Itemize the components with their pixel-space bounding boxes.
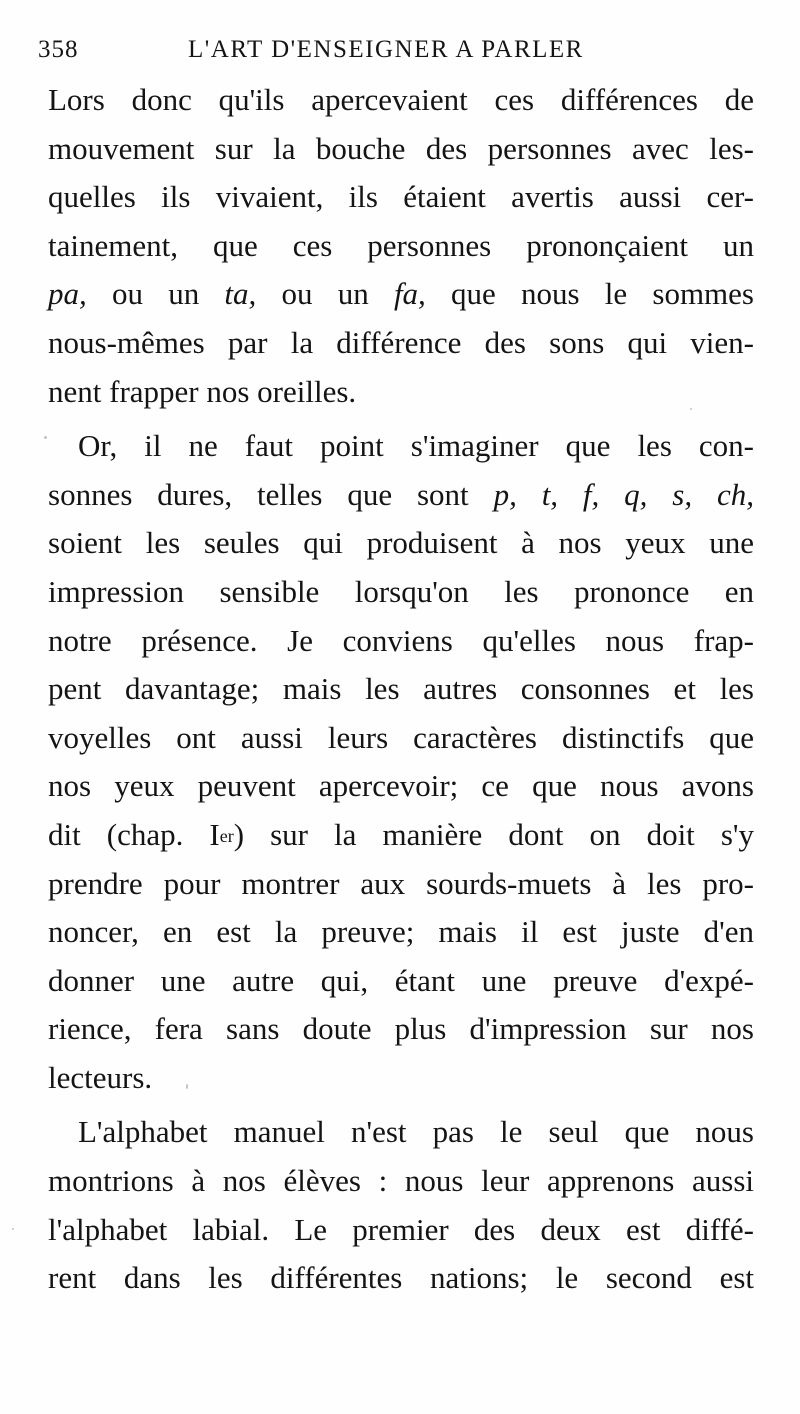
text-line: lecteurs.: [48, 1059, 153, 1095]
text-line: mouvement sur la bouche des personnes avec les-: [48, 130, 754, 166]
text-line: L'alphabet manuel n'est pas le seul que nous: [78, 1114, 754, 1150]
text-line: tainement, que ces personnes prononçaient un: [48, 227, 754, 263]
running-title: L'ART D'ENSEIGNER A PARLER: [188, 36, 584, 63]
italic-syllable: fa,: [393, 276, 426, 312]
text-line: rent dans les différentes nations; le second est: [48, 1260, 754, 1296]
superscript: er: [219, 825, 234, 846]
text-span: sonnes dures, telles que sont: [48, 476, 469, 512]
text-span: dit (chap. I: [48, 816, 220, 852]
text-line: nous-mêmes par la différence des sons qui vien-: [48, 324, 754, 360]
text-line: Lors donc qu'ils apercevaient ces différences de: [48, 82, 754, 117]
italic-letters: p, t, f, q, s, ch,: [493, 476, 755, 512]
paper-speck: [44, 436, 47, 439]
text-span: que nous le sommes: [451, 276, 754, 312]
body-text: [48, 76, 754, 1303]
paper-speck: [690, 408, 692, 410]
text-line: impression sensible lorsqu'on les prononce en: [48, 573, 754, 609]
text-span: ) sur la manière dont on doit s'y: [233, 816, 754, 852]
paragraph-3: [48, 1108, 754, 1302]
text-span: ou un: [281, 276, 369, 312]
page-header: [38, 36, 758, 68]
text-line: Or, il ne faut point s'imaginer que les con-: [78, 428, 754, 464]
text-line: rience, fera sans doute plus d'impression sur nos: [48, 1011, 754, 1047]
text-line: [48, 811, 754, 860]
text-line: nent frapper nos oreilles.: [48, 373, 357, 409]
text-line: noncer, en est la preuve; mais il est juste d'en: [48, 914, 754, 950]
text-line: nos yeux peuvent apercevoir; ce que nous avons: [48, 768, 754, 804]
text-line: notre présence. Je conviens qu'elles nous frap-: [48, 622, 754, 658]
text-line: pent davantage; mais les autres consonnes et les: [48, 671, 754, 707]
text-line: montrions à nos élèves : nous leur apprenons aussi: [48, 1163, 754, 1199]
text-line: [48, 270, 754, 319]
text-line: quelles ils vivaient, ils étaient avertis aussi cer-: [48, 179, 754, 215]
text-line: voyelles ont aussi leurs caractères distinctifs que: [48, 719, 754, 755]
text-line: prendre pour montrer aux sourds-muets à les pro-: [48, 865, 754, 901]
paper-speck: [186, 1084, 188, 1089]
text-line: [48, 471, 754, 520]
text-line: soient les seules qui produisent à nos yeux une: [48, 525, 754, 561]
page-number: 358: [38, 36, 79, 63]
italic-syllable: ta,: [224, 276, 257, 312]
italic-syllable: pa,: [48, 276, 87, 312]
text-line: l'alphabet labial. Le premier des deux est diffé-: [48, 1211, 754, 1247]
paragraph-2: [48, 422, 754, 1102]
paragraph-1: [48, 76, 754, 416]
text-span: ou un: [111, 276, 200, 312]
text-line: donner une autre qui, étant une preuve d'expé-: [48, 962, 754, 998]
paper-speck: [12, 1228, 14, 1230]
